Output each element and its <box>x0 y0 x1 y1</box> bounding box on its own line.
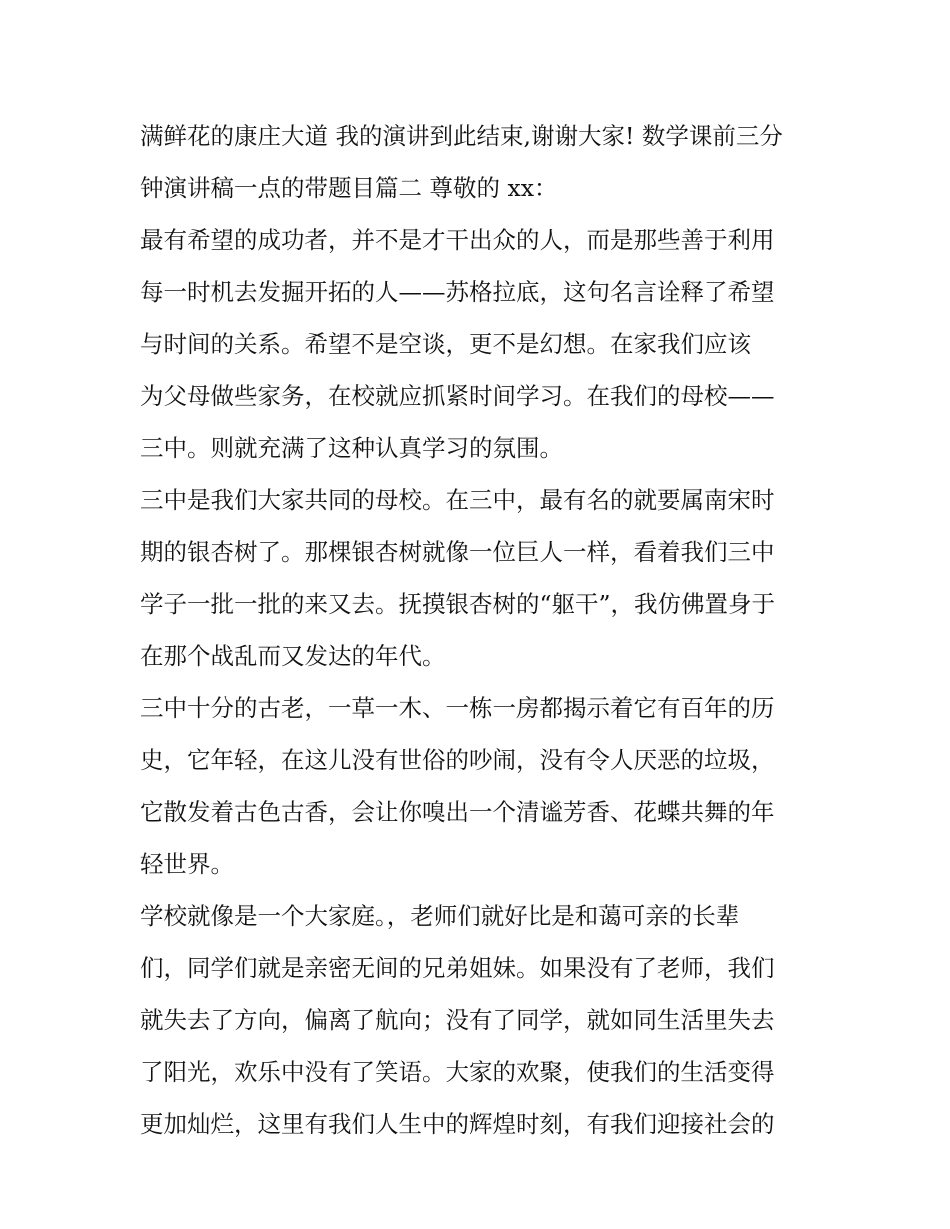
paragraph <box>140 474 820 682</box>
text-line: 三中十分的古老，一草一木、一栋一房都揭示着它有百年的历 <box>140 694 775 722</box>
paragraph <box>140 110 820 214</box>
text-line: 学校就像是一个大家庭。，老师们就好比是和蔼可亲的长辈 <box>140 902 740 930</box>
text-line: 就失去了方向，偏离了航向；没有了同学，就如同生活里失去 <box>140 1006 775 1034</box>
text-line: 满鲜花的康庄大道 我的演讲到此结束,谢谢大家! 数学课前三分 <box>140 122 783 150</box>
text-line: 史，它年轻，在这儿没有世俗的吵闹，没有令人厌恶的垃圾， <box>140 746 775 774</box>
document-body <box>140 110 820 1150</box>
paragraph <box>140 682 820 890</box>
paragraph <box>140 890 820 1150</box>
text-line: 轻世界。 <box>140 850 234 878</box>
text-line: 最有希望的成功者，并不是才干出众的人，而是那些善于利用 <box>140 226 775 254</box>
text-line: 它散发着古色古香，会让你嗅出一个清谧芳香、花蝶共舞的年 <box>140 798 775 826</box>
text-line: 为父母做些家务，在校就应抓紧时间学习。在我们的母校—— <box>140 382 775 410</box>
text-line: 们，同学们就是亲密无间的兄弟姐妹。如果没有了老师，我们 <box>140 954 775 982</box>
text-line: 三中。则就充满了这种认真学习的氛围。 <box>140 434 563 462</box>
text-line: 三中是我们大家共同的母校。在三中，最有名的就要属南宋时 <box>140 486 775 514</box>
text-line: 钟演讲稿一点的带题目篇二 尊敬的 xx： <box>140 174 558 202</box>
text-line: 了阳光，欢乐中没有了笑语。大家的欢聚，使我们的生活变得 <box>140 1058 775 1086</box>
text-line: 在那个战乱而又发达的年代。 <box>140 642 446 670</box>
text-line: 更加灿烂，这里有我们人生中的辉煌时刻，有我们迎接社会的 <box>140 1110 775 1138</box>
text-line: 与时间的关系。希望不是空谈，更不是幻想。在家我们应该 <box>140 330 751 358</box>
text-line: 学子一批一批的来又去。抚摸银杏树的“躯干”，我仿佛置身于 <box>140 590 776 618</box>
text-line: 期的银杏树了。那棵银杏树就像一位巨人一样，看着我们三中 <box>140 538 775 566</box>
text-line: 每一时机去发掘开拓的人——苏格拉底，这句名言诠释了希望 <box>140 278 775 306</box>
paragraph <box>140 214 820 474</box>
